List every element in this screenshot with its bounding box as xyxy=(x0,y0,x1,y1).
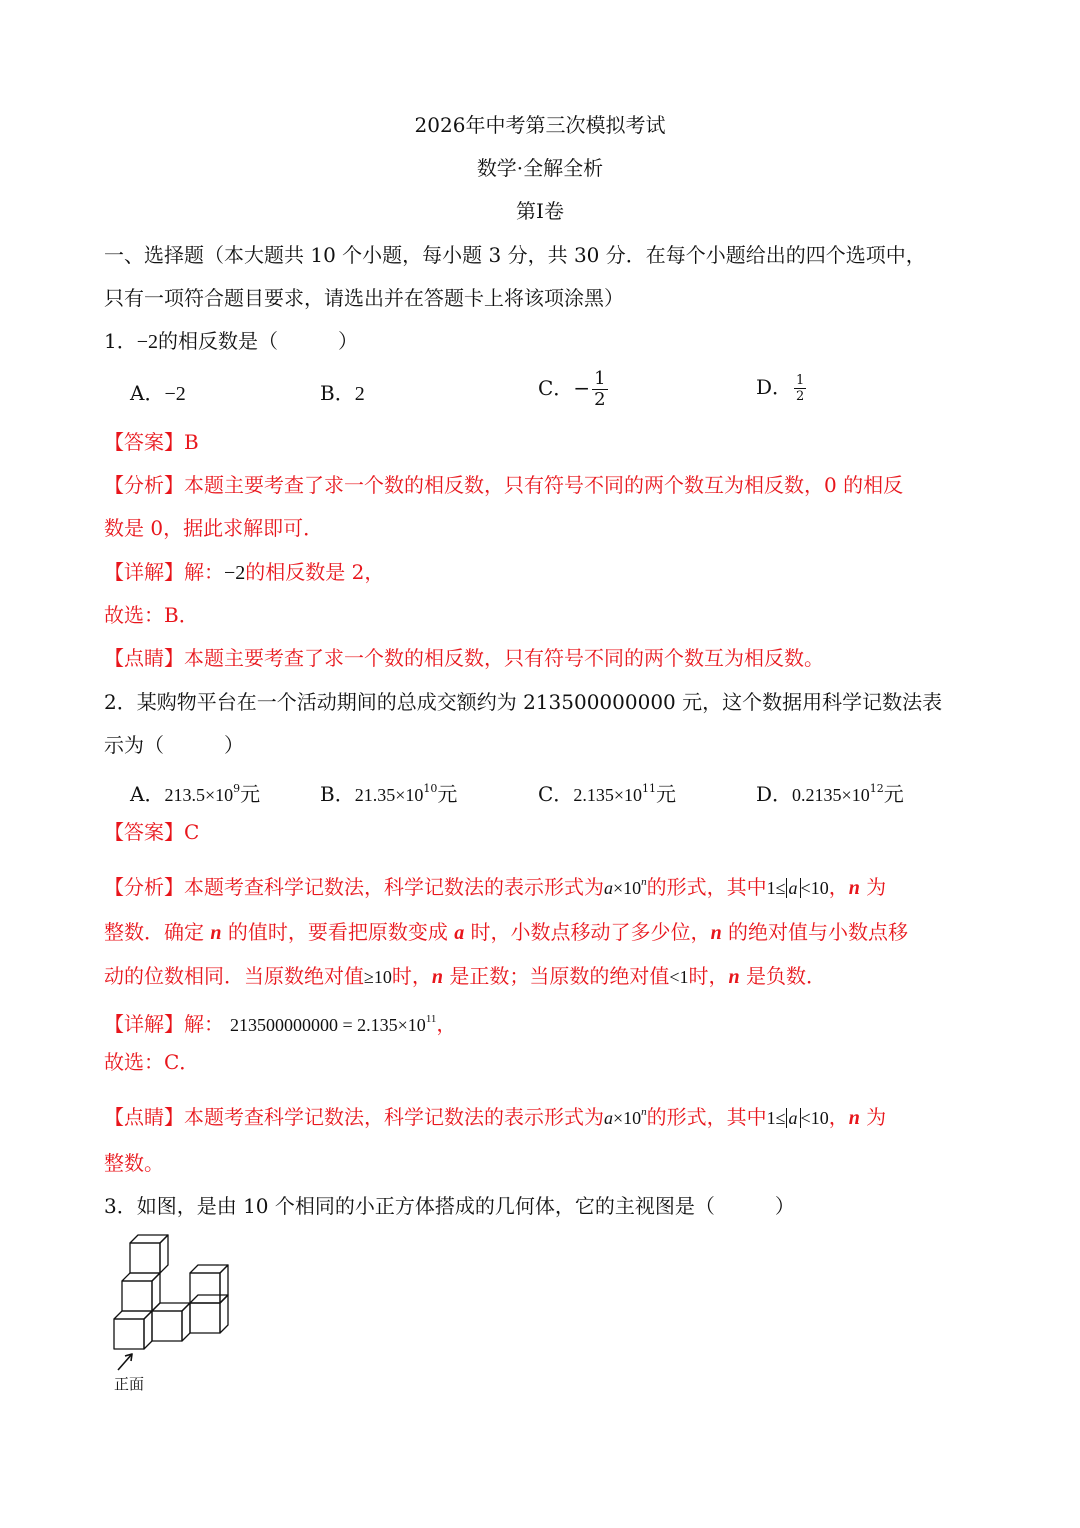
option-unit: 元 xyxy=(883,782,904,806)
exponent-n: n xyxy=(641,1106,647,1118)
q2-stem-line1: 2．某购物平台在一个活动期间的总成交额约为 213500000000 元，这个数据用科学记数法表 xyxy=(104,690,943,714)
option-label: B． xyxy=(320,782,355,806)
option-base: 0.2135×10 xyxy=(792,785,870,805)
detail-suffix: 的相反数是 2， xyxy=(245,560,385,584)
q2-option-d xyxy=(756,774,904,810)
q2-stem-line2: 示为（ ） xyxy=(104,733,244,757)
option-label: B． xyxy=(320,381,355,405)
var-a: a xyxy=(604,1108,613,1128)
analysis-text: 的形式，其中 xyxy=(646,875,767,899)
option-base: 2.135×10 xyxy=(573,785,642,805)
q2-option-c xyxy=(538,774,676,810)
q1-analysis-line1 xyxy=(104,470,903,500)
answer-tag: 【答案】 xyxy=(104,430,184,454)
inequality xyxy=(767,878,829,898)
analysis-text: 动的位数相同．当原数绝对值 xyxy=(104,964,364,988)
q1-number: 1． xyxy=(104,329,137,353)
detail-tag: 【详解】 xyxy=(104,560,184,584)
detail-prefix: 解： xyxy=(184,560,224,584)
q1-detail xyxy=(104,557,384,588)
detail-prefix: 解： xyxy=(184,1012,224,1036)
analysis-text: 的绝对值与小数点移 xyxy=(721,920,909,944)
option-value: 2 xyxy=(354,383,365,405)
ineq-left: 1≤ xyxy=(766,878,786,898)
analysis-text: 本题主要考查了求一个数的相反数，只有符号不同的两个数互为相反数，0 的相反 xyxy=(184,473,904,497)
comment-tag: 【点睛】 xyxy=(104,1105,184,1129)
var-n: n xyxy=(431,966,444,988)
comment-text: 为 xyxy=(859,1105,887,1129)
abs-a: a xyxy=(786,878,801,898)
var-n: n xyxy=(848,877,860,899)
q2-answer xyxy=(104,817,199,847)
var-a: a xyxy=(604,878,613,898)
detail-tag: 【详解】 xyxy=(104,1012,184,1036)
q2-analysis-line3 xyxy=(104,961,826,992)
q1-option-c xyxy=(538,370,610,409)
analysis-text: 时， xyxy=(688,964,729,988)
analysis-tag: 【分析】 xyxy=(104,473,184,497)
option-exponent: 11 xyxy=(641,782,656,795)
analysis-text: 时， xyxy=(391,964,432,988)
var-n: n xyxy=(710,922,722,944)
cube-stack-figure xyxy=(104,1232,244,1372)
option-base: 213.5×10 xyxy=(164,785,234,805)
analysis-text: 时，小数点移动了多少位， xyxy=(464,920,711,944)
option-label: C． xyxy=(538,782,574,806)
comment-math xyxy=(604,1108,647,1128)
ineq-right: <10 xyxy=(800,878,829,898)
q1-stem-suffix: 的相反数是（ ） xyxy=(158,329,359,353)
math-lt-one: <1 xyxy=(669,967,689,987)
option-unit: 元 xyxy=(437,782,458,806)
detail-suffix: ， xyxy=(436,1012,457,1036)
option-unit: 元 xyxy=(240,782,261,806)
option-exponent: 9 xyxy=(233,782,241,795)
exam-title: 2026年中考第三次模拟考试 xyxy=(414,113,666,137)
option-exponent: 10 xyxy=(423,782,438,795)
q1-answer xyxy=(104,427,199,457)
cube-mid-left xyxy=(122,1273,160,1311)
var-a: a xyxy=(454,922,465,944)
var-n: n xyxy=(210,922,222,944)
fraction xyxy=(592,370,607,409)
comment-text: 的形式，其中 xyxy=(646,1105,767,1129)
analysis-tag: 【分析】 xyxy=(104,875,184,899)
answer-tag: 【答案】 xyxy=(104,820,184,844)
option-base: 21.35×10 xyxy=(354,785,424,805)
cube-top-left xyxy=(130,1235,168,1273)
fraction-denominator: 2 xyxy=(594,389,606,410)
q1-stem xyxy=(104,326,358,357)
section-heading-line1: 一、选择题（本大题共 10 个小题，每小题 3 分，共 30 分．在每个小题给出的四个选项中， xyxy=(104,243,926,267)
option-sign: − xyxy=(573,376,591,400)
fraction-denominator: 2 xyxy=(796,389,805,404)
option-label: D． xyxy=(756,782,793,806)
front-label: 正面 xyxy=(114,1375,145,1393)
exam-subtitle: 数学·全解全析 xyxy=(476,156,604,180)
q2-detail xyxy=(104,1004,456,1040)
analysis-text: 为 xyxy=(859,875,887,899)
q1-choose: 故选：B． xyxy=(104,603,199,627)
ineq-left: 1≤ xyxy=(766,1108,786,1128)
var-n: n xyxy=(728,966,740,988)
times-ten: ×10 xyxy=(613,1108,642,1128)
q2-choose: 故选：C． xyxy=(104,1050,200,1074)
option-exponent: 12 xyxy=(869,782,884,795)
q1-analysis-line2: 数是 0，据此求解即可． xyxy=(104,516,324,540)
analysis-text: 整数．确定 xyxy=(104,920,211,944)
exponent-n: n xyxy=(641,876,647,888)
detail-math: −2 xyxy=(224,562,246,584)
times-ten: ×10 xyxy=(613,878,642,898)
comment-text: 本题主要考查了求一个数的相反数，只有符号不同的两个数互为相反数。 xyxy=(184,646,824,670)
q2-option-a xyxy=(130,774,260,810)
detail-exponent: 11 xyxy=(425,1013,437,1025)
analysis-text: 是负数． xyxy=(739,964,827,988)
q1-option-d xyxy=(756,372,808,403)
fraction xyxy=(794,374,806,403)
analysis-text: 是正数；当原数的绝对值 xyxy=(443,964,670,988)
abs-a: a xyxy=(786,1108,801,1128)
analysis-text: ， xyxy=(828,875,849,899)
inequality xyxy=(767,1108,829,1128)
q2-analysis-line2 xyxy=(104,917,908,948)
ineq-right: <10 xyxy=(800,1108,829,1128)
q2-option-b xyxy=(320,774,457,810)
volume-label: 第Ⅰ卷 xyxy=(516,199,564,223)
detail-math: 213500000000 = 2.135×10 xyxy=(230,1015,426,1035)
option-label: A． xyxy=(130,782,165,806)
analysis-math xyxy=(604,878,647,898)
comment-text: ， xyxy=(828,1105,849,1129)
q2-analysis-line1 xyxy=(104,867,886,903)
q2-comment-line2: 整数。 xyxy=(104,1151,164,1175)
analysis-text: 的值时，要看把原数变成 xyxy=(221,920,455,944)
option-label: A． xyxy=(130,381,165,405)
analysis-text: 本题考查科学记数法，科学记数法的表示形式为 xyxy=(184,875,604,899)
option-unit: 元 xyxy=(655,782,676,806)
answer-value: C xyxy=(184,820,200,844)
q3-stem: 3．如图，是由 10 个相同的小正方体搭成的几何体，它的主视图是（ ） xyxy=(104,1194,795,1218)
fraction-numerator: 1 xyxy=(594,368,606,389)
var-n: n xyxy=(848,1107,860,1129)
comment-tag: 【点睛】 xyxy=(104,646,184,670)
fraction-numerator: 1 xyxy=(796,373,805,388)
option-label: D． xyxy=(756,375,793,399)
option-label: C． xyxy=(538,376,574,400)
q1-option-a xyxy=(130,378,186,409)
cube-bottom-left xyxy=(114,1311,152,1349)
q2-comment-line1 xyxy=(104,1097,886,1133)
math-ge-ten: ≥10 xyxy=(364,967,392,987)
q1-option-b xyxy=(320,378,365,409)
q1-stem-math: −2 xyxy=(136,331,159,353)
answer-value: B xyxy=(184,430,199,454)
front-arrow xyxy=(118,1354,132,1370)
comment-text: 本题考查科学记数法，科学记数法的表示形式为 xyxy=(184,1105,604,1129)
section-heading-line2: 只有一项符合题目要求，请选出并在答题卡上将该项涂黑） xyxy=(104,286,624,310)
option-value: −2 xyxy=(164,383,186,405)
cube-bottom-middle xyxy=(152,1303,190,1341)
q1-comment xyxy=(104,643,824,673)
